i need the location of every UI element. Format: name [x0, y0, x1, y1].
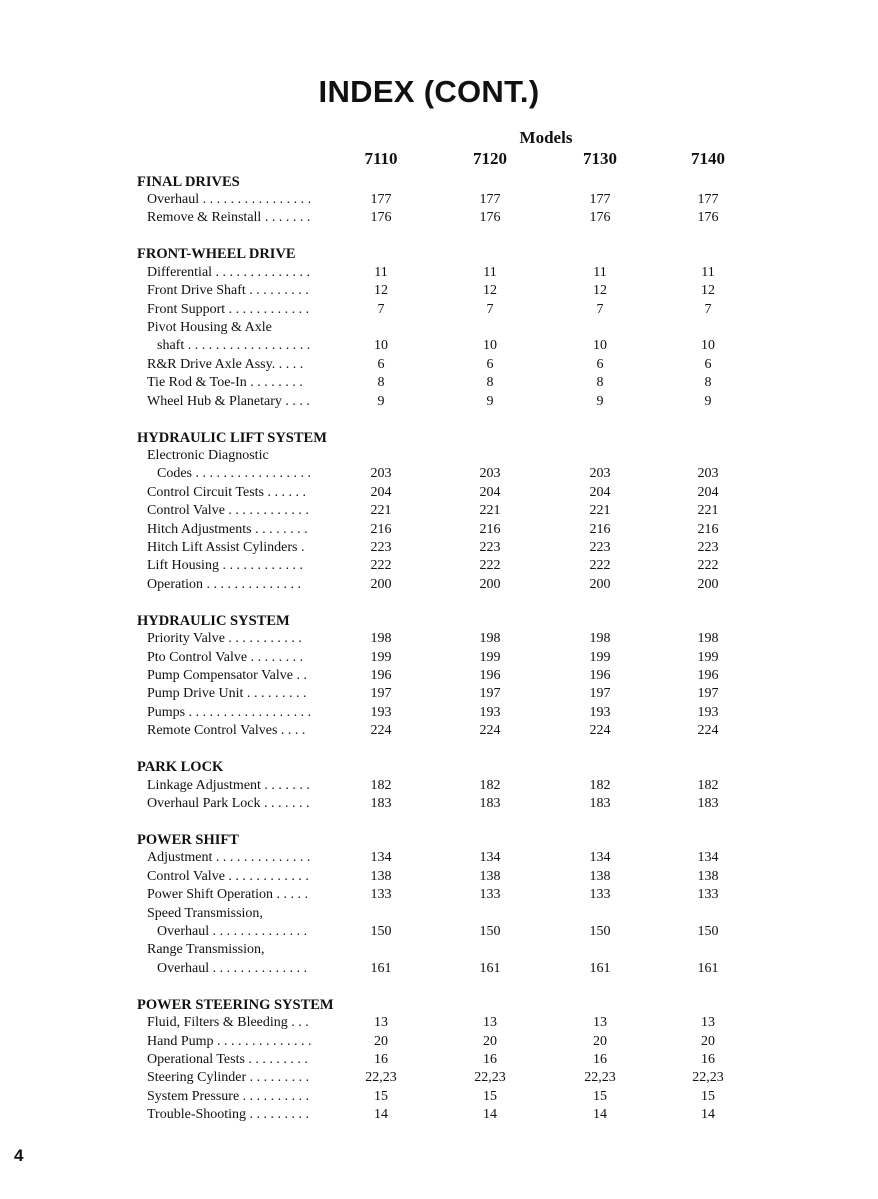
page-ref-7140: 223 — [697, 539, 719, 555]
index-row — [0, 447, 878, 465]
index-entry-label: Adjustment . . . . . . . . . . . . . . — [147, 850, 311, 866]
page-ref-7110: 183 — [370, 795, 392, 811]
page-ref-7120: 176 — [479, 210, 501, 226]
page-ref-7130: 193 — [589, 704, 611, 720]
page-ref-7110: 221 — [370, 503, 392, 519]
page-ref-7120: 134 — [479, 850, 501, 866]
page-ref-7120: 13 — [483, 1015, 497, 1031]
page-ref-7120: 12 — [483, 283, 497, 299]
page-ref-7110: 198 — [370, 631, 392, 647]
page-ref-7110: 177 — [370, 191, 392, 207]
page-ref-7110: 6 — [377, 356, 385, 372]
index-entry-label: Pump Drive Unit . . . . . . . . . — [147, 686, 307, 702]
index-row — [0, 264, 878, 282]
page-ref-7130: 183 — [589, 795, 611, 811]
page-ref-7120: 222 — [479, 558, 501, 574]
page-ref-7140: 196 — [697, 667, 719, 683]
page-ref-7130: 204 — [589, 484, 611, 500]
page-ref-7130: 20 — [593, 1033, 607, 1049]
section-heading-label: POWER SHIFT — [137, 831, 239, 848]
index-entry-label: Range Transmission, — [147, 942, 265, 958]
page-ref-7130: 134 — [589, 850, 611, 866]
section-heading — [0, 173, 878, 191]
page-ref-7110: 12 — [374, 283, 388, 299]
index-row — [0, 905, 878, 923]
index-row — [0, 722, 878, 740]
page-ref-7120: 161 — [479, 960, 501, 976]
index-entry-label: Remove & Reinstall . . . . . . . — [147, 210, 311, 226]
section-heading — [0, 996, 878, 1014]
page-ref-7140: 150 — [697, 923, 719, 939]
index-entry-label: Fluid, Filters & Bleeding . . . — [147, 1015, 309, 1031]
model-header-7120: 7120 — [473, 149, 507, 168]
page-ref-7110: 15 — [374, 1088, 388, 1104]
page-ref-7110: 14 — [374, 1107, 388, 1123]
index-entry-label: Overhaul . . . . . . . . . . . . . . — [157, 923, 308, 939]
index-row — [0, 704, 878, 722]
page-ref-7140: 177 — [697, 191, 719, 207]
index-entry-label: Control Circuit Tests . . . . . . — [147, 484, 306, 500]
index-entry-label: Pump Compensator Valve . . — [147, 667, 307, 683]
page-ref-7130: 14 — [593, 1107, 607, 1123]
page-ref-7140: 7 — [704, 301, 712, 317]
index-entry-label: Control Valve . . . . . . . . . . . . — [147, 503, 309, 519]
page-ref-7110: 138 — [370, 868, 392, 884]
model-header-7140: 7140 — [691, 149, 725, 168]
page-ref-7120: 11 — [483, 264, 497, 280]
page-ref-7120: 9 — [486, 393, 494, 409]
page-ref-7140: 199 — [697, 649, 719, 665]
index-entry-label: Pumps . . . . . . . . . . . . . . . . . . — [147, 704, 312, 720]
page-ref-7130: 203 — [589, 466, 611, 482]
page-ref-7110: 134 — [370, 850, 392, 866]
index-entry-label: Wheel Hub & Planetary . . . . — [147, 393, 310, 409]
page-ref-7140: 224 — [697, 723, 719, 739]
page-ref-7130: 9 — [596, 393, 604, 409]
page-ref-7140: 9 — [704, 393, 712, 409]
page-ref-7110: 199 — [370, 649, 392, 665]
section-heading-label: PARK LOCK — [137, 759, 224, 776]
page-ref-7110: 10 — [374, 338, 388, 354]
models-label: Models — [519, 128, 573, 147]
page-ref-7110: 203 — [370, 466, 392, 482]
page-ref-7130: 133 — [589, 887, 611, 903]
page-ref-7110: 224 — [370, 723, 392, 739]
index-entry-label: Tie Rod & Toe-In . . . . . . . . — [147, 375, 303, 391]
index-row — [0, 319, 878, 337]
index-entry-label: Overhaul Park Lock . . . . . . . — [147, 795, 310, 811]
index-entry-label: Hand Pump . . . . . . . . . . . . . . — [147, 1033, 312, 1049]
index-entry-label: shaft . . . . . . . . . . . . . . . . . . — [157, 338, 311, 354]
page-ref-7140: 200 — [697, 576, 719, 592]
index-entry-label: Operational Tests . . . . . . . . . — [147, 1051, 308, 1067]
page-ref-7120: 193 — [479, 704, 501, 720]
page-ref-7110: 16 — [374, 1051, 388, 1067]
page-ref-7120: 198 — [479, 631, 501, 647]
index-entry-label: Front Support . . . . . . . . . . . . — [147, 301, 310, 317]
index-entry-label: Remote Control Valves . . . . — [147, 723, 306, 739]
index-row — [0, 1088, 878, 1106]
page-ref-7140: 222 — [697, 558, 719, 574]
page-ref-7120: 14 — [483, 1107, 497, 1123]
page-ref-7130: 198 — [589, 631, 611, 647]
page-ref-7130: 199 — [589, 649, 611, 665]
index-row — [0, 557, 878, 575]
page-ref-7110: 161 — [370, 960, 392, 976]
page-ref-7140: 197 — [697, 686, 719, 702]
index-entry-label: Overhaul . . . . . . . . . . . . . . . . — [147, 191, 312, 207]
page-ref-7110: 196 — [370, 667, 392, 683]
page-ref-7110: 223 — [370, 539, 392, 555]
index-entry-label: Power Shift Operation . . . . . — [147, 887, 308, 903]
section-heading — [0, 831, 878, 849]
page-ref-7120: 6 — [486, 356, 494, 372]
section-heading — [0, 429, 878, 447]
index-entry-label: Operation . . . . . . . . . . . . . . — [147, 576, 301, 592]
page-ref-7130: 221 — [589, 503, 611, 519]
page-ref-7130: 11 — [593, 264, 607, 280]
page-ref-7120: 150 — [479, 923, 501, 939]
section-heading-label: HYDRAULIC LIFT SYSTEM — [137, 429, 327, 446]
page-ref-7140: 10 — [701, 338, 715, 354]
index-entry-label: Hitch Lift Assist Cylinders . — [147, 539, 305, 555]
index-entry-label: R&R Drive Axle Assy. . . . . — [147, 356, 304, 372]
page-ref-7120: 203 — [479, 466, 501, 482]
page-ref-7110: 193 — [370, 704, 392, 720]
index-row — [0, 1051, 878, 1069]
page-ref-7140: 221 — [697, 503, 719, 519]
page-ref-7110: 7 — [377, 301, 385, 317]
index-row — [0, 886, 878, 904]
page-ref-7120: 182 — [479, 777, 501, 793]
page-ref-7140: 183 — [697, 795, 719, 811]
page-ref-7140: 20 — [701, 1033, 715, 1049]
index-row — [0, 777, 878, 795]
page-ref-7130: 6 — [596, 356, 604, 372]
page-ref-7110: 8 — [377, 375, 385, 391]
index-row — [0, 374, 878, 392]
page-ref-7140: 11 — [701, 264, 715, 280]
page-ref-7110: 11 — [374, 264, 388, 280]
page-ref-7110: 216 — [370, 521, 392, 537]
section-heading-label: FINAL DRIVES — [137, 173, 240, 190]
page-ref-7110: 22,23 — [365, 1070, 397, 1086]
section-heading-label: HYDRAULIC SYSTEM — [137, 612, 290, 629]
page-ref-7130: 13 — [593, 1015, 607, 1031]
model-header-7110: 7110 — [364, 149, 398, 168]
page-ref-7140: 8 — [704, 375, 712, 391]
index-row — [0, 685, 878, 703]
page-ref-7110: 20 — [374, 1033, 388, 1049]
index-row — [0, 484, 878, 502]
page-ref-7140: 14 — [701, 1107, 715, 1123]
index-entry-label: Front Drive Shaft . . . . . . . . . — [147, 283, 309, 299]
index-row — [0, 191, 878, 209]
index-row — [0, 576, 878, 594]
page-ref-7130: 7 — [596, 301, 604, 317]
index-entry-label: Speed Transmission, — [147, 905, 263, 921]
model-header-7130: 7130 — [583, 149, 617, 168]
index-row — [0, 393, 878, 411]
page-ref-7110: 200 — [370, 576, 392, 592]
page-ref-7110: 9 — [377, 393, 385, 409]
page-ref-7130: 176 — [589, 210, 611, 226]
page-ref-7110: 176 — [370, 210, 392, 226]
page-ref-7120: 10 — [483, 338, 497, 354]
page-ref-7130: 222 — [589, 558, 611, 574]
index-entry-label: Pto Control Valve . . . . . . . . — [147, 649, 304, 665]
page-ref-7140: 193 — [697, 704, 719, 720]
page-ref-7120: 223 — [479, 539, 501, 555]
page-ref-7130: 22,23 — [584, 1070, 616, 1086]
index-row — [0, 849, 878, 867]
index-row — [0, 667, 878, 685]
page-ref-7140: 13 — [701, 1015, 715, 1031]
page-ref-7120: 15 — [483, 1088, 497, 1104]
index-row — [0, 630, 878, 648]
page-ref-7140: 134 — [697, 850, 719, 866]
index-row — [0, 465, 878, 483]
page-ref-7120: 204 — [479, 484, 501, 500]
section-heading-label: FRONT-WHEEL DRIVE — [137, 246, 296, 263]
index-entry-label: Codes . . . . . . . . . . . . . . . . . — [157, 466, 311, 482]
page-ref-7140: 198 — [697, 631, 719, 647]
index-row — [0, 1106, 878, 1124]
index-row — [0, 960, 878, 978]
section-heading — [0, 758, 878, 776]
index-row — [0, 1014, 878, 1032]
page-ref-7110: 150 — [370, 923, 392, 939]
page-ref-7120: 197 — [479, 686, 501, 702]
index-row — [0, 356, 878, 374]
section-heading — [0, 612, 878, 630]
index-row — [0, 1033, 878, 1051]
page-ref-7120: 224 — [479, 723, 501, 739]
index-row — [0, 868, 878, 886]
index-row — [0, 209, 878, 227]
page-title: INDEX (CONT.) — [318, 74, 540, 109]
page-ref-7140: 204 — [697, 484, 719, 500]
page-ref-7120: 20 — [483, 1033, 497, 1049]
page-ref-7130: 10 — [593, 338, 607, 354]
page-ref-7140: 133 — [697, 887, 719, 903]
index-entry-label: Differential . . . . . . . . . . . . . . — [147, 264, 311, 280]
index-entry-label: Control Valve . . . . . . . . . . . . — [147, 868, 309, 884]
page-ref-7130: 182 — [589, 777, 611, 793]
index-entry-label: Steering Cylinder . . . . . . . . . — [147, 1070, 310, 1086]
page-ref-7110: 133 — [370, 887, 392, 903]
section-heading-label: POWER STEERING SYSTEM — [137, 996, 334, 1013]
page-ref-7130: 16 — [593, 1051, 607, 1067]
index-row — [0, 521, 878, 539]
page-ref-7120: 196 — [479, 667, 501, 683]
index-row — [0, 301, 878, 319]
index-entry-label: Electronic Diagnostic — [147, 447, 269, 463]
page-ref-7130: 138 — [589, 868, 611, 884]
page-ref-7120: 183 — [479, 795, 501, 811]
page-ref-7130: 200 — [589, 576, 611, 592]
page-ref-7120: 138 — [479, 868, 501, 884]
index-row — [0, 282, 878, 300]
page-ref-7140: 161 — [697, 960, 719, 976]
page-ref-7120: 216 — [479, 521, 501, 537]
page-ref-7130: 196 — [589, 667, 611, 683]
index-row — [0, 923, 878, 941]
page-ref-7140: 15 — [701, 1088, 715, 1104]
page-ref-7140: 203 — [697, 466, 719, 482]
index-row — [0, 539, 878, 557]
section-heading — [0, 245, 878, 263]
page-ref-7110: 197 — [370, 686, 392, 702]
index-row — [0, 1069, 878, 1087]
page-ref-7140: 6 — [704, 356, 712, 372]
page-number: 4 — [14, 1146, 24, 1165]
index-row — [0, 649, 878, 667]
page-ref-7120: 8 — [486, 375, 494, 391]
index-entry-label: Priority Valve . . . . . . . . . . . — [147, 631, 302, 647]
index-entry-label: Hitch Adjustments . . . . . . . . — [147, 521, 308, 537]
page-ref-7110: 13 — [374, 1015, 388, 1031]
page-ref-7140: 16 — [701, 1051, 715, 1067]
index-row — [0, 795, 878, 813]
page-ref-7120: 133 — [479, 887, 501, 903]
page-ref-7130: 197 — [589, 686, 611, 702]
index-entry-label: Linkage Adjustment . . . . . . . — [147, 777, 310, 793]
page-ref-7120: 7 — [486, 301, 494, 317]
index-entry-label: Pivot Housing & Axle — [147, 319, 272, 335]
page-ref-7140: 182 — [697, 777, 719, 793]
page-ref-7130: 216 — [589, 521, 611, 537]
page-ref-7120: 221 — [479, 503, 501, 519]
page-ref-7130: 150 — [589, 923, 611, 939]
page-ref-7130: 161 — [589, 960, 611, 976]
page-ref-7140: 12 — [701, 283, 715, 299]
page-ref-7140: 176 — [697, 210, 719, 226]
page-ref-7120: 16 — [483, 1051, 497, 1067]
index-entry-label: Overhaul . . . . . . . . . . . . . . — [157, 960, 308, 976]
page-ref-7130: 8 — [596, 375, 604, 391]
index-entry-label: Lift Housing . . . . . . . . . . . . — [147, 558, 303, 574]
page-ref-7140: 22,23 — [692, 1070, 724, 1086]
index-row — [0, 941, 878, 959]
page-ref-7130: 224 — [589, 723, 611, 739]
page-ref-7110: 204 — [370, 484, 392, 500]
index-row — [0, 337, 878, 355]
page-ref-7120: 200 — [479, 576, 501, 592]
page-ref-7130: 177 — [589, 191, 611, 207]
page-ref-7120: 22,23 — [474, 1070, 506, 1086]
page-ref-7110: 182 — [370, 777, 392, 793]
page-ref-7140: 138 — [697, 868, 719, 884]
index-row — [0, 502, 878, 520]
page-ref-7110: 222 — [370, 558, 392, 574]
index-entry-label: System Pressure . . . . . . . . . . — [147, 1088, 310, 1104]
page-ref-7130: 223 — [589, 539, 611, 555]
page-ref-7130: 12 — [593, 283, 607, 299]
page-ref-7140: 216 — [697, 521, 719, 537]
index-entry-label: Trouble-Shooting . . . . . . . . . — [147, 1107, 310, 1123]
page-ref-7130: 15 — [593, 1088, 607, 1104]
page-ref-7120: 177 — [479, 191, 501, 207]
page-ref-7120: 199 — [479, 649, 501, 665]
